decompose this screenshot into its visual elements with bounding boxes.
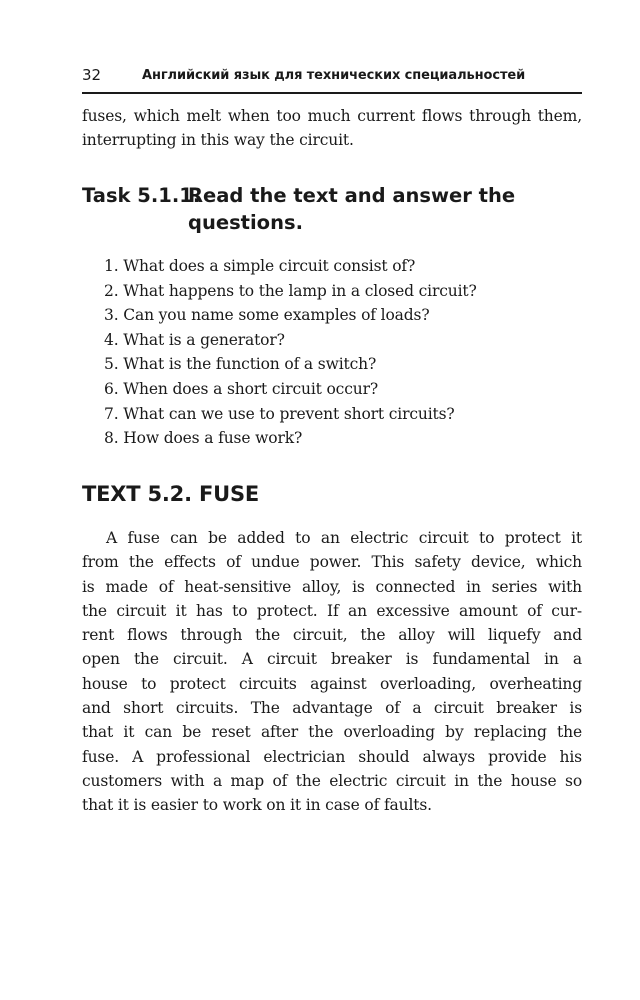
continued-paragraph: fuses, which melt when too much current flows through them, interrupting in this way the circuit. — [82, 107, 582, 149]
question-item: 3. Can you name some examples of loads? — [104, 306, 430, 325]
question-item: 1. What does a simple circuit consist of? — [104, 257, 416, 275]
question-item: 5. What is the function of a switch? — [104, 355, 377, 374]
task-label: Task 5.1.1. — [82, 184, 201, 207]
body-line: fuse. A professional electrician should always provide his — [82, 747, 582, 766]
body-line: house to protect circuits against overloading, overheating — [82, 674, 582, 693]
section-body — [82, 526, 582, 818]
body-line: rent flows through the circuit, the alloy will liquefy and — [82, 626, 582, 645]
page-number: 32 — [82, 66, 102, 84]
body-line: the circuit it has to protect. If an excessive amount of cur- — [82, 601, 582, 620]
body-line: and short circuits. The advantage of a circuit breaker is — [82, 699, 582, 718]
question-item: 4. What is a generator? — [104, 330, 285, 349]
question-item: 8. How does a fuse work? — [104, 429, 303, 448]
question-list — [104, 254, 574, 451]
question-item: 2. What happens to the lamp in a closed circuit? — [104, 281, 477, 300]
body-line: customers with a map of the electric circuit in the house so — [82, 771, 582, 790]
running-title: Английский язык для технических специальностей — [142, 68, 526, 83]
body-line: from the effects of undue power. This safety device, which — [82, 553, 582, 572]
question-item: 7. What can we use to prevent short circuits? — [104, 404, 455, 423]
body-line: open the circuit. A circuit breaker is fundamental in a — [82, 650, 582, 669]
question-item: 6. When does a short circuit occur? — [104, 379, 378, 398]
page-header — [82, 62, 582, 94]
body-line: that it can be reset after the overloading by replacing the — [82, 723, 582, 742]
body-line: A fuse can be added to an electric circuit to protect it — [106, 529, 582, 547]
section-heading: TEXT 5.2. FUSE — [82, 482, 260, 506]
task-title: Read the text and answer the questions. — [188, 184, 516, 234]
body-line: is made of heat-sensitive alloy, is connected in series with — [82, 577, 582, 596]
body-line: that it is easier to work on it in case of faults. — [82, 796, 432, 815]
